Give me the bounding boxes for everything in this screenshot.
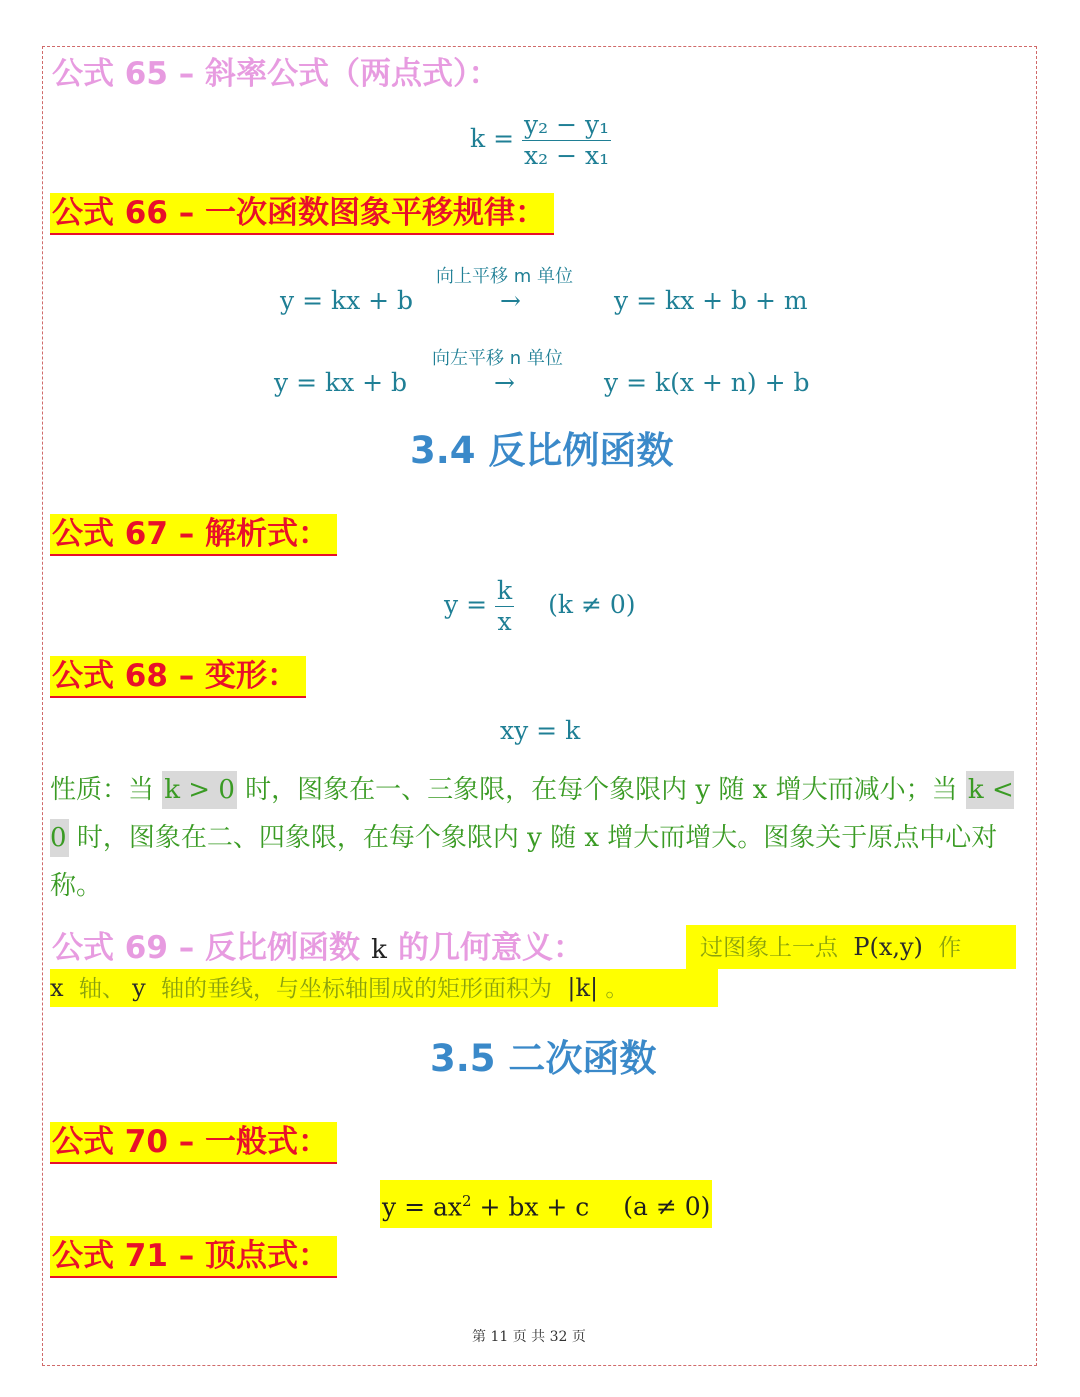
formula-67-denominator: x (497, 607, 512, 636)
property-text: 随 (718, 775, 745, 805)
formula-66-heading: 公式 66 – 一次函数图象平移规律： (50, 193, 554, 235)
property-var: y (695, 775, 711, 805)
translate-up-arrow: → (500, 286, 521, 315)
property-var: y (527, 823, 542, 853)
property-text: 增大而减小；当 (775, 775, 958, 805)
formula-70-part-b: + bx + c (471, 1192, 590, 1222)
formula-70-part-a: y = ax (382, 1192, 462, 1222)
formula-67-condition: (k ≠ 0) (548, 590, 636, 619)
formula-69-point: P(x,y) (853, 933, 923, 961)
property-text: 时，图象在二、四象限，在每个象限内 (76, 823, 519, 853)
formula-69-text: 轴、 (78, 976, 125, 1002)
formula-65-equation (470, 110, 611, 171)
page-footer: 第 11 页 共 32 页 (472, 1329, 586, 1345)
formula-69-text-line2 (50, 969, 718, 1007)
formula-69-text-line1 (686, 925, 1016, 969)
formula-71-heading: 公式 71 – 顶点式： (50, 1236, 337, 1278)
formula-69-heading-b: 的几何意义： (397, 930, 584, 966)
property-text: 时，图象在一、三象限，在每个象限内 (245, 775, 688, 805)
section-3-5-title: 3.5 二次函数 (430, 1037, 657, 1080)
translate-up-right: y = kx + b + m (614, 286, 808, 315)
formula-67-heading: 公式 67 – 解析式： (50, 514, 337, 556)
formula-67-fraction (495, 576, 514, 637)
formula-65-denominator: x₂ − x₁ (524, 141, 610, 170)
formula-70-superscript: 2 (461, 1192, 472, 1210)
formula-69-var-x: x (50, 974, 64, 1002)
formula-69-heading-k: k (371, 935, 387, 965)
property-condition-positive: k > 0 (162, 771, 237, 809)
section-3-4-title: 3.4 反比例函数 (410, 429, 674, 472)
formula-69-abs-k: |k| (567, 974, 599, 1002)
formula-69-var-y: y (132, 974, 146, 1002)
page-border (42, 46, 1037, 1366)
property-condition-negative: k < 0 (50, 771, 1014, 857)
property-var: x (584, 823, 600, 853)
formula-67-equation (444, 576, 636, 637)
formula-65-lhs: k = (470, 124, 515, 153)
translate-left-right: y = k(x + n) + b (604, 368, 810, 397)
translate-left-left: y = kx + b (274, 368, 408, 397)
formula-67-numerator: k (496, 576, 513, 605)
formula-65-fraction (522, 110, 611, 171)
translate-left-arrow: → (494, 368, 515, 397)
translate-up-label: 向上平移 m 单位 (436, 266, 573, 287)
formula-68-heading: 公式 68 – 变形： (50, 656, 306, 698)
formula-70-equation (380, 1180, 712, 1228)
formula-68-equation: xy = k (500, 716, 581, 745)
property-var: x (752, 775, 768, 805)
formula-70-heading: 公式 70 – 一般式： (50, 1122, 337, 1164)
formula-69-text: 轴的垂线，与坐标轴围成的矩形面积为 (161, 976, 553, 1002)
formula-69-heading-a: 公式 69 – 反比例函数 (52, 930, 361, 966)
formula-67-lhs: y = (444, 590, 488, 619)
formula-69-text: 过图象上一点 (700, 935, 838, 961)
formula-65-numerator: y₂ − y₁ (524, 110, 610, 139)
formula-69-text: 作 (938, 935, 962, 961)
translate-up-left: y = kx + b (280, 286, 414, 315)
property-paragraph (50, 766, 1025, 910)
formula-69-text: 。 (605, 976, 629, 1002)
property-text: 性质：当 (50, 775, 155, 805)
translate-left-label: 向左平移 n 单位 (432, 348, 563, 369)
property-text: 随 (550, 823, 577, 853)
formula-69-heading (52, 928, 584, 968)
formula-65-heading: 公式 65 – 斜率公式（两点式）： (52, 56, 500, 92)
property-text: 增大而增大。图象关于原点中心对称。 (50, 823, 998, 901)
formula-70-condition: (a ≠ 0) (623, 1192, 711, 1222)
